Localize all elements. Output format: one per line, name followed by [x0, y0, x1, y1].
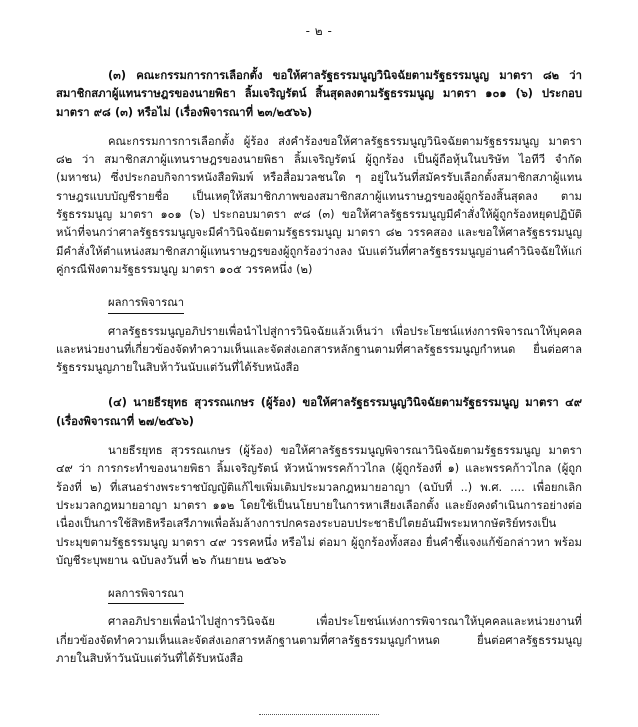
- spacer: [56, 379, 582, 394]
- paragraph-result-1-body: ศาลรัฐธรรมนูญอภิปรายเพื่อนำไปสู่การวินิจฉัยแล้วเห็นว่า เพื่อประโยชน์แห่งการพิจารณาให้บุคคลและหน่วยงานที่เกี่ยวข้องจัดทำความเห็นและจัดส่งเอกสารหลักฐานตามที่ศาลรัฐธรรมนูญกำหนด ยื่นต่อศาลรัฐธรรมนูญภายในสิบห้าวันนับแต่วันที่ได้รับหนังสือ: [56, 324, 582, 375]
- paragraph-item-4-body: นายธีรยุทธ สุวรรณเกษร (ผู้ร้อง) ขอให้ศาลรัฐธรรมนูญพิจารณาวินิจฉัยตามรัฐธรรมนูญ มาตรา ๔๙ ว่า การกระทำของนายพิธา ลิ้มเจริญรัตน์ หัวหน้าพรรคก้าวไกล (ผู้ถูกร้องที่ ๑) และพรรคก้าวไกล (ผู้ถูกร้องที่ ๒) ที่เสนอร่างพระราชบัญญัติแก้ไขเพิ่มเติมประมวลกฎหมายอาญา (ฉบับที่ ..) พ.ศ. .... เพื่อยกเลิกประมวลกฎหมายอาญา มาตรา ๑๑๒ โดยใช้เป็นนโยบายในการหาเสียงเลือกตั้ง และยังคงดำเนินการอย่างต่อเนื่องเป็นการใช้สิทธิหรือเสรีภาพเพื่อล้มล้างการปกครองระบอบประชาธิปไตยอันมีพระมหากษัตริย์ทรงเป็นประมุขตามรัฐธรรมนูญ มาตรา ๔๙ วรรคหนึ่ง หรือไม่ ต่อมา ผู้ถูกร้องทั้งสอง ยื่นคำชี้แจงแก้ข้อกล่าวหา พร้อมบัญชีระบุพยาน ฉบับลงวันที่ ๒๖ กันยายน ๒๕๖๖: [56, 444, 582, 567]
- result-heading-2-row: [56, 585, 582, 604]
- paragraph-item-3-body: คณะกรรมการการเลือกตั้ง ผู้ร้อง ส่งคำร้องขอให้ศาลรัฐธรรมนูญวินิจฉัยตามรัฐธรรมนูญ มาตรา ๘๒ ว่า สมาชิกสภาผู้แทนราษฎรของนายพิธา ลิ้มเจริญรัตน์ ผู้ถูกร้อง เป็นผู้ถือหุ้นในบริษัท ไอทีวี จำกัด (มหาชน) ซึ่งประกอบกิจการหนังสือพิมพ์ หรือสื่อมวลชนใด ๆ อยู่ในวันที่สมัครรับเลือกตั้งสมาชิกสภาผู้แทนราษฎรแบบบัญชีรายชื่อ เป็นเหตุให้สมาชิกภาพของสมาชิกสภาผู้แทนราษฎรของผู้ถูกร้องสิ้นสุดลง ตามรัฐธรรมนูญ มาตรา ๑๐๑ (๖) ประกอบมาตรา ๙๘ (๓) ขอให้ศาลรัฐธรรมนูญมีคำสั่งให้ผู้ถูกร้องหยุดปฏิบัติหน้าที่จนกว่าศาลรัฐธรรมนูญจะมีคำวินิจฉัยตามรัฐธรรมนูญ มาตรา ๘๒ วรรคสอง และขอให้ศาลรัฐธรรมนูญมีคำสั่งให้ตำแหน่งสมาชิกสภาผู้แทนราษฎรของผู้ถูกร้องว่างลง นับแต่วันที่ศาลรัฐธรรมนูญอ่านคำวินิจฉัยให้แก่คู่กรณีฟังตามรัฐธรรมนูญ มาตรา ๑๐๕ วรรคหนึ่ง (๒): [56, 134, 582, 276]
- spacer: [56, 604, 582, 613]
- footer-divider: [259, 714, 379, 715]
- page-number: - ๒ -: [305, 24, 333, 38]
- result-heading-2: ผลการพิจารณา: [108, 585, 184, 604]
- result-heading-1: ผลการพิจารณา: [108, 294, 184, 313]
- spacer: [56, 433, 582, 442]
- section-heading-item-3: (๓) คณะกรรมการการเลือกตั้ง ขอให้ศาลรัฐธรรมนูญวินิจฉัยตามรัฐธรรมนูญ มาตรา ๘๒ ว่า สมาชิกสภาผู้แทนราษฎรของนายพิธา ลิ้มเจริญรัตน์ สิ้นสุดลงตามรัฐธรรมนูญ มาตรา ๑๐๑ (๖) ประกอบ มาตรา ๙๘ (๓) หรือไม่ (เรื่องพิจารณาที่ ๒๓/๒๕๖๖): [56, 69, 582, 119]
- spacer: [56, 572, 582, 585]
- spacer: [56, 314, 582, 323]
- spacer: [56, 124, 582, 133]
- paragraph-result-2-body: ศาลอภิปรายเพื่อนำไปสู่การวินิจฉัย เพื่อประโยชน์แห่งการพิจารณาให้บุคคลและหน่วยงานที่เกี่ยวข้องจัดทำความเห็นและจัดส่งเอกสารหลักฐานตามที่ศาลรัฐธรรมนูญกำหนด ยื่นต่อศาลรัฐธรรมนูญภายในสิบห้าวันนับแต่วันที่ได้รับหนังสือ: [56, 615, 582, 666]
- result-heading-1-row: [56, 294, 582, 313]
- spacer: [56, 281, 582, 294]
- section-heading-item-4: (๔) นายธีรยุทธ สุวรรณเกษร (ผู้ร้อง) ขอให้ศาลรัฐธรรมนูญวินิจฉัยตามรัฐธรรมนูญ มาตรา ๔๙ (เรื่องพิจารณาที่ ๒๗/๒๕๖๖): [56, 396, 582, 428]
